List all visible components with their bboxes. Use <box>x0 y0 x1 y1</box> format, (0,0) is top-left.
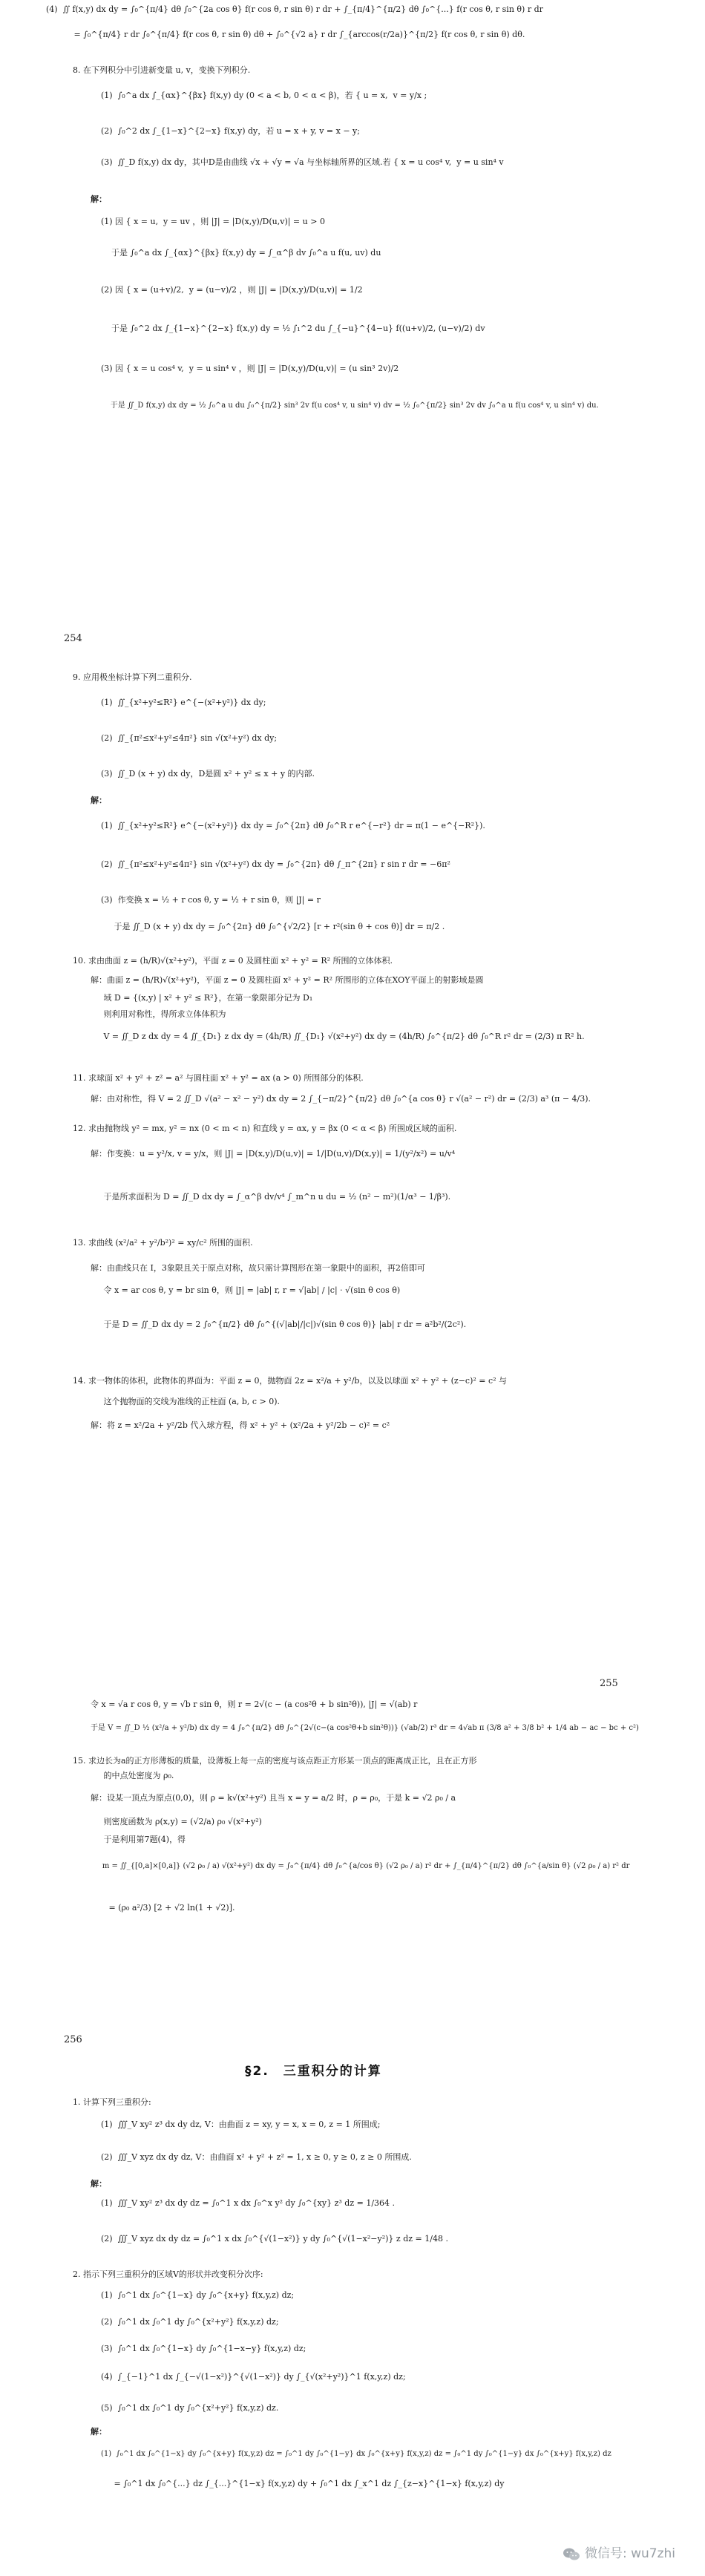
text-line: = ∫₀^{π/4} r dr ∫₀^{π/4} f(r cos θ, r sin θ) dθ + ∫₀^{√2 a} r dr ∫_{arccos(r/2a)}^{π/2} f(r cos θ, r sin θ) dθ. <box>61 30 525 39</box>
text-line: 解：曲面 z = (h/R)√(x²+y²)，平面 z = 0 及圆柱面 x² + y² = R² 所围形的立体在XOY平面上的射影域是圆 <box>91 975 484 985</box>
problem-heading: 12. 求由抛物线 y² = mx, y² = nx (0 < m < n) 和直线 y = αx, y = βx (0 < α < β) 所围成区域的面积. <box>73 1124 457 1133</box>
text-line: 于是 D = ∬_D dx dy = 2 ∫₀^{π/2} dθ ∫₀^{(√|ab|/|c|)√(sin θ cos θ)} |ab| r dr = a²b²/(2c²). <box>91 1320 467 1329</box>
text-line: 令 x = ar cos θ, y = br sin θ，则 |J| = |ab| r, r = √|ab| / |c| · √(sin θ cos θ) <box>91 1285 401 1295</box>
text-line: (2) 因 { x = (u+v)/2, y = (u−v)/2 ，则 |J| = |D(x,y)/D(u,v)| = 1/2 <box>101 285 363 295</box>
text-line: (1) ∬_{x²+y²≤R²} e^{−(x²+y²)} dx dy = ∫₀^{2π} dθ ∫₀^R r e^{−r²} dr = π(1 − e^{−R²}). <box>101 821 485 830</box>
problem-heading: 10. 求由曲面 z = (h/R)√(x²+y²)，平面 z = 0 及圆柱面 x² + y² = R² 所围的立体体积. <box>73 956 393 966</box>
text-line: (4) ∬ f(x,y) dx dy = ∫₀^{π/4} dθ ∫₀^{2a cos θ} f(r cos θ, r sin θ) r dr + ∫_{π/4}^{π/2} dθ ∫₀^{...} f(r cos θ, r sin θ) r dr <box>46 4 543 14</box>
section-title: §2. 三重积分的计算 <box>245 2064 382 2079</box>
text-line: 解：设某一顶点为原点(0,0)，则 ρ = k√(x²+y²) 且当 x = y = a/2 时，ρ = ρ₀，于是 k = √2 ρ₀ / a <box>91 1793 456 1803</box>
text-line: (3) ∬_D (x + y) dx dy，D是圆 x² + y² ≤ x + y 的内部. <box>101 769 315 779</box>
solution-label: 解： <box>91 2427 107 2436</box>
text-line: (2) ∬_{π²≤x²+y²≤4π²} sin √(x²+y²) dx dy = ∫₀^{2π} dθ ∫_π^{2π} r sin r dr = −6π² <box>101 859 450 869</box>
text-line: 则利用对称性，得所求立体体积为 <box>91 1009 226 1019</box>
page-number: 254 <box>64 633 82 644</box>
text-line: (5) ∫₀^1 dx ∫₀^1 dy ∫₀^{x²+y²} f(x,y,z) dz. <box>101 2403 279 2413</box>
text-line: = (ρ₀ a²/3) [2 + √2 ln(1 + √2)]. <box>91 1903 235 1913</box>
text-line: 这个抛物面的交线为准线的正柱面 (a, b, c > 0). <box>91 1397 281 1406</box>
text-line: (4) ∫_{−1}^1 dx ∫_{−√(1−x²)}^{√(1−x²)} dy ∫_{√(x²+y²)}^1 f(x,y,z) dz; <box>101 2372 406 2382</box>
text-line: (1) ∫₀^a dx ∫_{αx}^{βx} f(x,y) dy (0 < a < b, 0 < α < β)，若 { u = x, v = y/x ; <box>101 91 427 100</box>
text-line: 解：由曲线只在 I，3象限且关于原点对称，故只需计算图形在第一象限中的面积，再2倍即可 <box>91 1263 425 1273</box>
text-line: (3) ∫₀^1 dx ∫₀^{1−x} dy ∫₀^{1−x−y} f(x,y,z) dz; <box>101 2344 306 2353</box>
text-line: V = ∬_D z dx dy = 4 ∬_{D₁} z dx dy = (4h/R) ∬_{D₁} √(x²+y²) dx dy = (4h/R) ∫₀^{π/2} dθ ∫₀^R r² dr = (2/3) π R² h. <box>91 1032 585 1041</box>
text-line: 域 D = {(x,y) | x² + y² ≤ R²}，在第一象限部分记为 D₁ <box>91 993 313 1003</box>
text-line: (3) 因 { x = u cos⁴ v, y = u sin⁴ v ，则 |J| = |D(x,y)/D(u,v)| = (u sin³ 2v)/2 <box>101 364 399 373</box>
text-line: 令 x = √a r cos θ, y = √b r sin θ，则 r = 2√(c − (a cos²θ + b sin²θ)), |J| = √(ab) r <box>91 1700 418 1709</box>
text-line: (1) ∫₀^1 dx ∫₀^{1−x} dy ∫₀^{x+y} f(x,y,z) dz; <box>101 2290 295 2300</box>
solution-label: 解： <box>91 2179 107 2189</box>
text-line: 解：将 z = x²/2a + y²/2b 代入球方程，得 x² + y² + (x²/2a + y²/2b − c)² = c² <box>91 1420 390 1430</box>
problem-heading: 11. 求球面 x² + y² + z² = a² 与圆柱面 x² + y² = ax (a > 0) 所围部分的体积. <box>73 1073 364 1083</box>
text-line: (1) ∭_V xy² z³ dx dy dz, V：由曲面 z = xy, y = x, x = 0, z = 1 所围成; <box>101 2120 381 2129</box>
solution-label: 解： <box>91 796 107 805</box>
problem-heading: 1. 计算下列三重积分: <box>73 2097 151 2107</box>
page-254 <box>0 631 705 1677</box>
text-line: (2) ∫₀^1 dx ∫₀^1 dy ∫₀^{x²+y²} f(x,y,z) dz; <box>101 2317 279 2327</box>
text-line: (2) ∫₀^2 dx ∫_{1−x}^{2−x} f(x,y) dy，若 u = x + y, v = x − y; <box>101 126 360 136</box>
problem-heading: 9. 应用极坐标计算下列二重积分. <box>73 672 192 682</box>
watermark-text: 微信号: wu7zhi <box>584 2546 675 2562</box>
text-line: 于是 ∫₀^2 dx ∫_{1−x}^{2−x} f(x,y) dy = ½ ∫₁^2 du ∫_{−u}^{4−u} f((u+v)/2, (u−v)/2) dv <box>101 324 485 333</box>
text-line: 的中点处密度为 ρ₀. <box>91 1771 174 1780</box>
text-line: 于是 ∬_D f(x,y) dx dy = ½ ∫₀^a u du ∫₀^{π/2} sin³ 2v f(u cos⁴ v, u sin⁴ v) dv = ½ ∫₀^{π/2} sin³ 2v dv ∫₀^a u f(u cos⁴ v, u sin⁴ v) du. <box>101 402 599 410</box>
text-line: (3) ∬_D f(x,y) dx dy，其中D是由曲线 √x + √y = √a 与坐标轴所界的区域.若 { x = u cos⁴ v, y = u sin⁴ v <box>101 157 504 167</box>
text-line: 解：作变换：u = y²/x, v = y/x，则 |J| = |D(x,y)/D(u,v)| = 1/|D(u,v)/D(x,y)| = 1/(y²/x²) = u/v⁴ <box>91 1149 456 1158</box>
solution-label: 解： <box>91 194 107 204</box>
wechat-icon <box>563 2547 580 2562</box>
text-line: 于是 ∫₀^a dx ∫_{αx}^{βx} f(x,y) dy = ∫_α^β dv ∫₀^a u f(u, uv) du <box>101 248 381 258</box>
text-line: (2) ∬_{π²≤x²+y²≤4π²} sin √(x²+y²) dx dy; <box>101 733 278 743</box>
text-line: 于是利用第7题(4)，得 <box>91 1835 186 1844</box>
text-line: (2) ∭_V xyz dx dy dz = ∫₀^1 x dx ∫₀^{√(1−x²)} y dy ∫₀^{√(1−x²−y²)} z dz = 1/48 . <box>101 2234 448 2244</box>
page-255 <box>0 1677 705 2033</box>
page-1 <box>0 0 705 631</box>
problem-heading: 8. 在下列积分中引进新变量 u, v，变换下列积分. <box>73 65 251 75</box>
text-line: (3) 作变换 x = ½ + r cos θ, y = ½ + r sin θ，则 |J| = r <box>101 895 321 905</box>
text-line: = ∫₀^1 dx ∫₀^{...} dz ∫_{...}^{1−x} f(x,y,z) dy + ∫₀^1 dx ∫_x^1 dz ∫_{z−x}^{1−x} f(x,y,z) dy <box>101 2479 505 2488</box>
page-number: 256 <box>64 2034 82 2045</box>
text-line: (1) 因 { x = u, y = uv ，则 |J| = |D(x,y)/D(u,v)| = u > 0 <box>101 217 325 226</box>
problem-heading: 14. 求一物体的体积，此物体的界面为：平面 z = 0，抛物面 2z = x²/a + y²/b，以及以球面 x² + y² + (z−c)² = c² 与 <box>73 1376 508 1386</box>
problem-heading: 2. 指示下列三重积分的区域V的形状并改变积分次序: <box>73 2269 263 2279</box>
text-line: (1) ∭_V xy² z³ dx dy dz = ∫₀^1 x dx ∫₀^x y² dy ∫₀^{xy} z³ dz = 1/364 . <box>101 2198 396 2208</box>
text-line: 于是所求面积为 D = ∬_D dx dy = ∫_α^β dv/v⁴ ∫_m^n u du = ½ (n² − m²)(1/α³ − 1/β³). <box>91 1192 451 1202</box>
page-256 <box>0 2033 705 2576</box>
problem-heading: 15. 求边长为a的正方形薄板的质量，设薄板上每一点的密度与该点距正方形某一顶点的距离成正比，且在正方形 <box>73 1756 477 1766</box>
text-line: (1) ∫₀^1 dx ∫₀^{1−x} dy ∫₀^{x+y} f(x,y,z) dz = ∫₀^1 dy ∫₀^{1−y} dx ∫₀^{x+y} f(x,y,z) dz = ∫₀^1 dy ∫₀^{1−y} dx ∫₀^{x+y} f(x,y,z) dz <box>101 2450 611 2458</box>
text-line: m = ∬_{[0,a]×[0,a]} (√2 ρ₀ / a) √(x²+y²) dx dy = ∫₀^{π/4} dθ ∫₀^{a/cos θ} (√2 ρ₀ / a) r² dr + ∫_{π/4}^{π/2} dθ ∫₀^{a/sin θ} (√2 ρ₀ / a) r² dr <box>91 1862 630 1870</box>
problem-heading: 13. 求曲线 (x²/a² + y²/b²)² = xy/c² 所围的面积. <box>73 1238 253 1248</box>
text-line: 解：由对称性，得 V = 2 ∬_D √(a² − x² − y²) dx dy = 2 ∫_{−π/2}^{π/2} dθ ∫₀^{a cos θ} r √(a² − r²) dr = (2/3) a³ (π − 4/3). <box>91 1094 591 1104</box>
text-line: (2) ∭_V xyz dx dy dz, V：由曲面 x² + y² + z² = 1, x ≥ 0, y ≥ 0, z ≥ 0 所围成. <box>101 2152 412 2162</box>
text-line: 于是 V = ∬_D ½ (x²/a + y²/b) dx dy = 4 ∫₀^{π/2} dθ ∫₀^{2√(c−(a cos²θ+b sin²θ))} (√ab/2) r³ dr = 4√ab π (3/8 a² + 3/8 b² + 1/4 ab − ac − bc + c²) <box>91 1724 639 1732</box>
wechat-watermark <box>563 2546 675 2563</box>
text-line: 则密度函数为 ρ(x,y) = (√2/a) ρ₀ √(x²+y²) <box>91 1817 262 1826</box>
text-line: 于是 ∬_D (x + y) dx dy = ∫₀^{2π} dθ ∫₀^{√2/2} [r + r²(sin θ + cos θ)] dr = π/2 . <box>101 922 445 931</box>
text-line: (1) ∬_{x²+y²≤R²} e^{−(x²+y²)} dx dy; <box>101 698 266 707</box>
page-number: 255 <box>600 1678 618 1689</box>
